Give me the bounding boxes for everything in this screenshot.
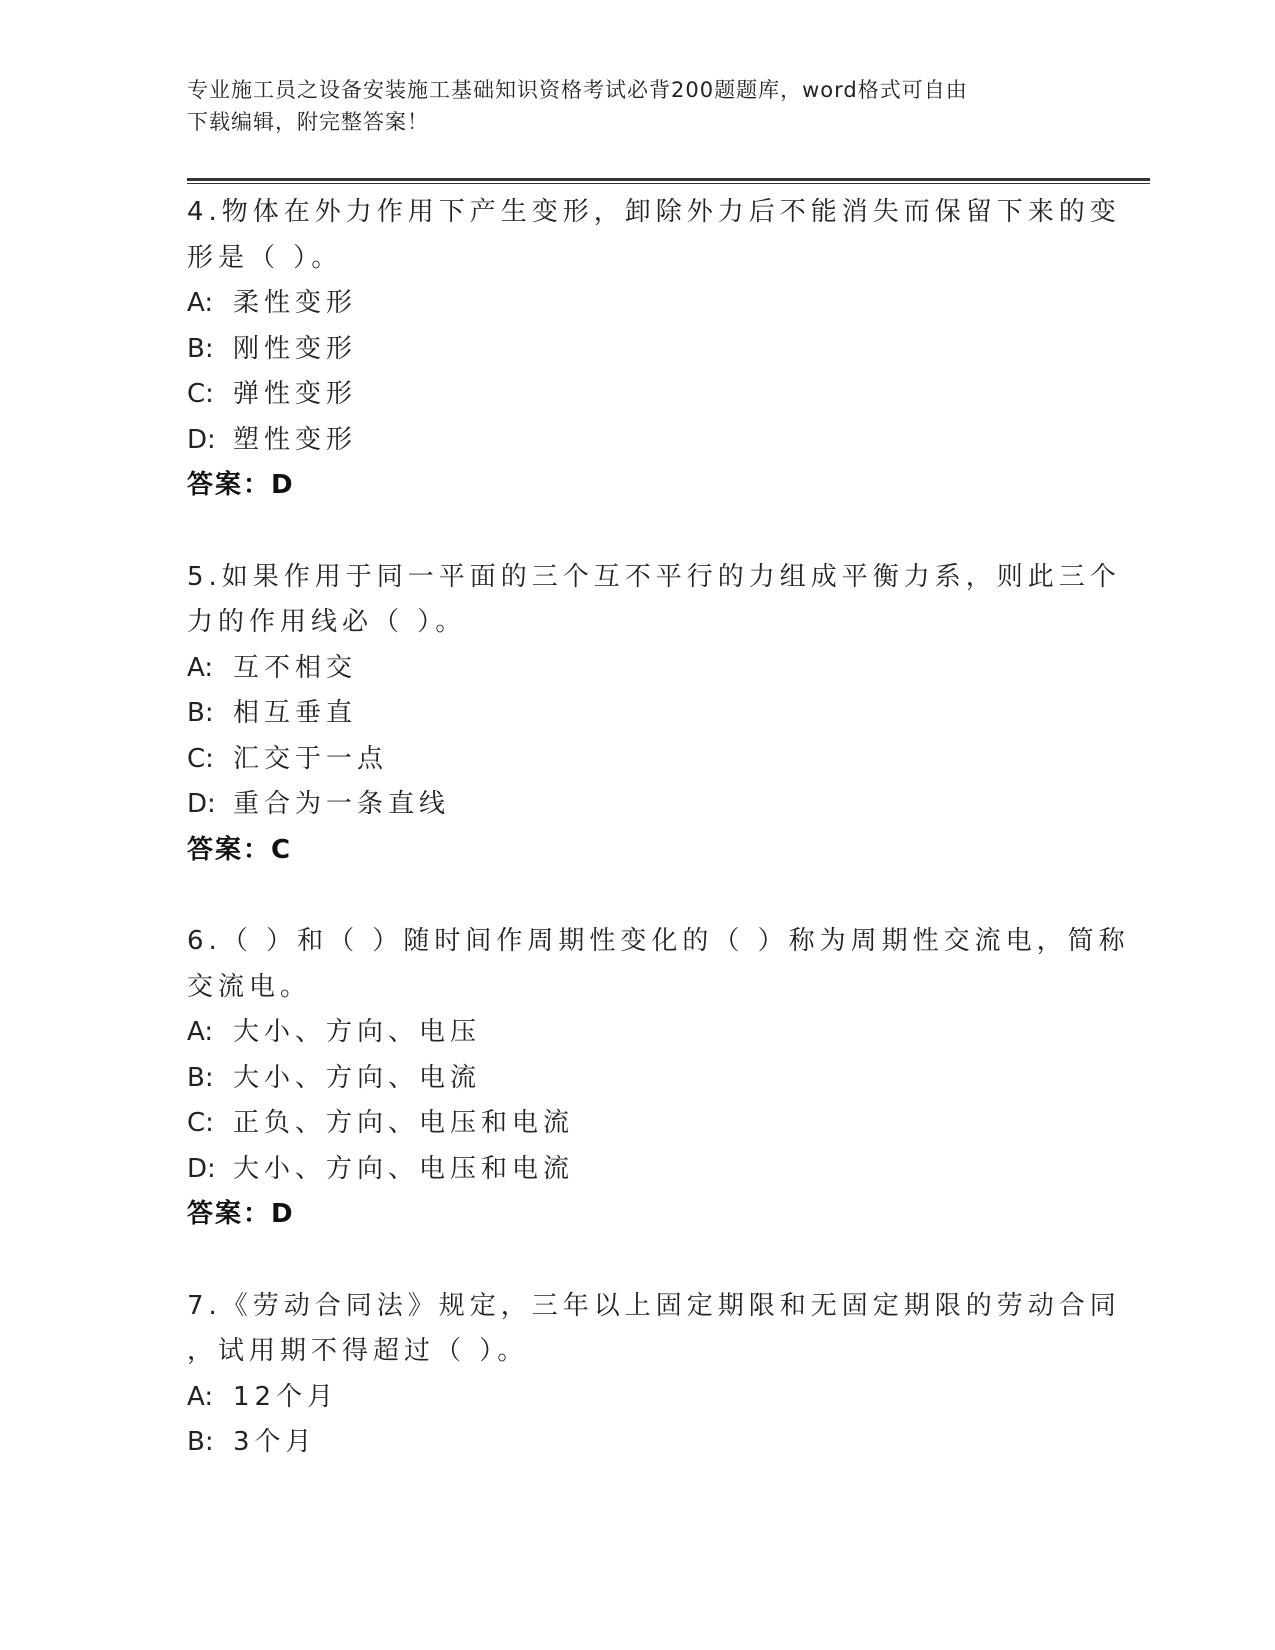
option-text: 12个月 xyxy=(233,1381,339,1412)
document-header xyxy=(187,74,1067,138)
option-letter: C: xyxy=(187,379,214,409)
option-text: 正负、方向、电压和电流 xyxy=(233,1108,575,1138)
option-letter: D: xyxy=(187,424,216,455)
question-text-line: ，试用期不得超过（ ）。 xyxy=(187,1336,529,1366)
option-a xyxy=(187,646,1087,692)
option-letter: C: xyxy=(187,743,214,774)
question-4 xyxy=(187,190,1121,509)
question-text-line: 交流电。 xyxy=(187,971,312,1002)
option-letter: D: xyxy=(187,789,216,819)
header-divider-thick xyxy=(187,178,1150,181)
option-b xyxy=(187,1056,1087,1102)
option-letter: B: xyxy=(187,1427,214,1457)
question-text-line: 6.（ ）和（ ）随时间作周期性变化的（ ）称为周期性交流电，简称 xyxy=(187,926,1130,956)
option-text: 柔性变形 xyxy=(233,288,358,318)
option-c xyxy=(187,372,1087,418)
option-letter: A: xyxy=(187,652,214,683)
question-7 xyxy=(187,1284,1121,1466)
header-line-1: 专业施工员之设备安装施工基础知识资格考试必背200题题库，word格式可自由 xyxy=(187,78,968,102)
option-text: 汇交于一点 xyxy=(233,743,389,774)
question-text-line: 4.物体在外力作用下产生变形，卸除外力后不能消失而保留下来的变 xyxy=(187,197,1121,227)
answer-line: 答案：D xyxy=(187,1199,295,1229)
question-text-line: 形是（ ）。 xyxy=(187,242,343,273)
answer-line: 答案：C xyxy=(187,834,293,865)
option-c xyxy=(187,1101,1087,1147)
question-text-line: 力的作用线必（ ）。 xyxy=(187,607,467,637)
option-text: 相互垂直 xyxy=(233,698,358,728)
question-6 xyxy=(187,919,1130,1238)
option-text: 大小、方向、电压和电流 xyxy=(233,1153,575,1184)
option-letter: D: xyxy=(187,1153,216,1184)
question-list xyxy=(187,190,1130,1512)
option-a xyxy=(187,1010,1087,1056)
option-d xyxy=(187,418,1087,464)
answer-line: 答案：D xyxy=(187,470,295,500)
option-letter: C: xyxy=(187,1108,214,1138)
option-text: 重合为一条直线 xyxy=(233,789,451,819)
option-text: 塑性变形 xyxy=(233,424,358,455)
option-a xyxy=(187,1375,1087,1421)
question-text-line: 5.如果作用于同一平面的三个互不平行的力组成平衡力系，则此三个 xyxy=(187,561,1121,592)
option-letter: A: xyxy=(187,288,214,318)
option-b xyxy=(187,327,1087,373)
option-letter: B: xyxy=(187,698,214,728)
option-d xyxy=(187,782,1087,828)
option-b xyxy=(187,1420,1087,1466)
header-line-2: 下载编辑，附完整答案！ xyxy=(187,110,429,134)
option-text: 大小、方向、电流 xyxy=(233,1062,482,1093)
option-b xyxy=(187,691,1087,737)
option-text: 弹性变形 xyxy=(233,379,358,409)
question-5 xyxy=(187,555,1121,874)
option-a xyxy=(187,281,1087,327)
option-d xyxy=(187,1147,1087,1193)
option-text: 3个月 xyxy=(233,1427,317,1457)
option-text: 大小、方向、电压 xyxy=(233,1017,482,1047)
option-letter: B: xyxy=(187,1062,214,1093)
option-c xyxy=(187,737,1087,783)
option-letter: A: xyxy=(187,1017,214,1047)
option-letter: B: xyxy=(187,333,214,364)
option-text: 互不相交 xyxy=(233,652,358,683)
header-divider-thin xyxy=(187,183,1150,184)
option-text: 刚性变形 xyxy=(233,333,358,364)
option-letter: A: xyxy=(187,1381,214,1412)
question-text-line: 7.《劳动合同法》规定，三年以上固定期限和无固定期限的劳动合同 xyxy=(187,1290,1121,1321)
